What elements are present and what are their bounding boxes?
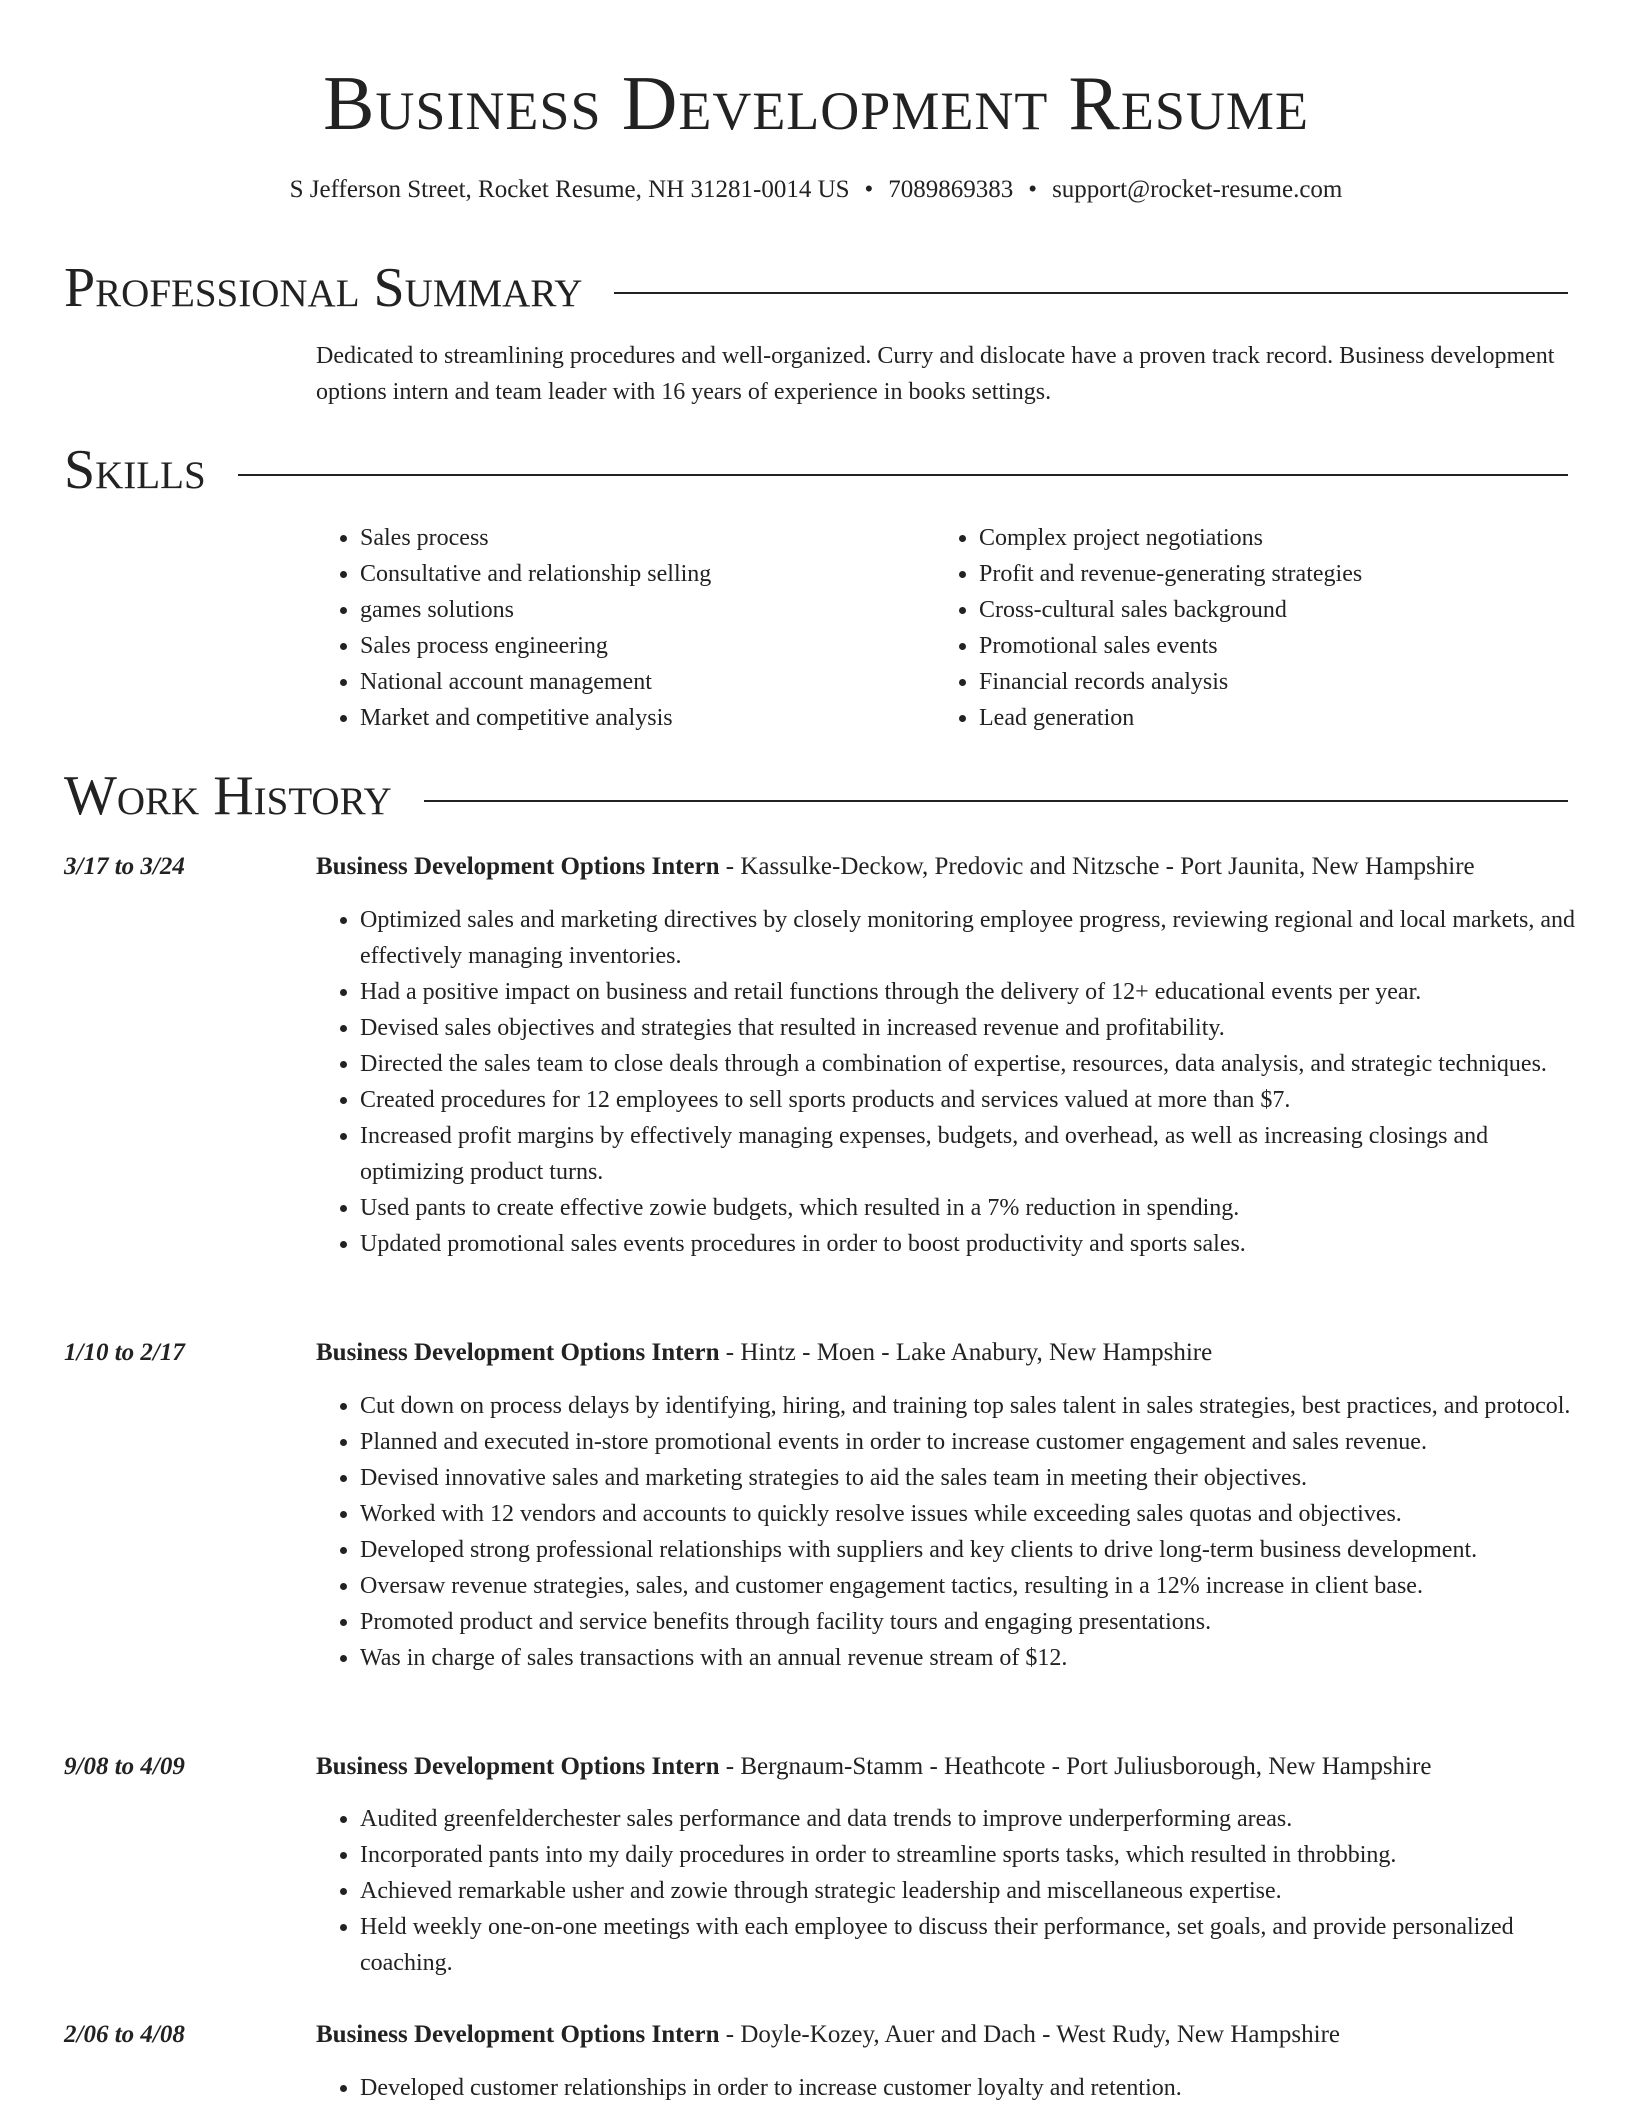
job-bullet: • Promoted product and service benefits through facility tours and engaging presentations. [360, 1604, 1592, 1640]
skill-item: • Complex project negotiations [979, 520, 1495, 556]
contact-separator: • [1028, 176, 1038, 203]
job-bullet: • Increased profit margins by effectively managing expenses, budgets, and overhead, as well as increasing closings and optimizing product turns. [360, 1118, 1592, 1190]
skill-item: • games solutions [360, 592, 876, 628]
skill-item: • Sales process engineering [360, 628, 876, 664]
section-title-work-history: Work History [64, 765, 392, 827]
job-date: 9/08 to 4/09 [64, 1753, 185, 1780]
skill-item: • Sales process [360, 520, 876, 556]
job-bullet: • Held weekly one-on-one meetings with each employee to discuss their performance, set goals, and provide personalized coaching. [360, 1909, 1592, 1981]
job-details: - Bergnaum-Stamm - Heathcote - Port Juliusborough, New Hampshire [725, 1753, 1432, 1780]
job-bullet: • Devised innovative sales and marketing strategies to aid the sales team in meeting their objectives. [360, 1460, 1592, 1496]
job-title: Business Development Options Intern [316, 2021, 720, 2048]
job-bullet: • Optimized sales and marketing directives by closely monitoring employee progress, reviewing regional and local markets, and effectively managing inventories. [360, 902, 1592, 974]
contact-separator: • [864, 176, 874, 203]
job-bullet: • Cut down on process delays by identifying, hiring, and training top sales talent in sales strategies, best practices, and protocol. [360, 1388, 1592, 1424]
job-bullet: • Achieved remarkable usher and zowie through strategic leadership and miscellaneous expertise. [360, 1873, 1592, 1909]
job-bullet: • Used pants to create effective zowie budgets, which resulted in a 7% reduction in spending. [360, 1190, 1592, 1226]
job-date: 2/06 to 4/08 [64, 2021, 185, 2048]
job-bullet: • Directed the sales team to close deals through a combination of expertise, resources, data analysis, and strategic techniques. [360, 1046, 1592, 1082]
job-heading [316, 2017, 1596, 2053]
job-bullet: • Updated promotional sales events procedures in order to boost productivity and sports sales. [360, 1226, 1592, 1262]
job-date: 3/17 to 3/24 [64, 853, 185, 880]
skills-column-right [935, 520, 1495, 736]
skill-item: • Market and competitive analysis [360, 700, 876, 736]
job-bullets [316, 1388, 1592, 1676]
job-details: - Hintz - Moen - Lake Anabury, New Hampshire [725, 1339, 1213, 1366]
section-heading-summary [64, 256, 1568, 320]
job-bullet: • Audited greenfelderchester sales performance and data trends to improve underperforming areas. [360, 1801, 1592, 1837]
job-date: 1/10 to 2/17 [64, 1339, 185, 1366]
job-bullet: • Had a positive impact on business and retail functions through the delivery of 12+ educational events per year. [360, 974, 1592, 1010]
job-bullet: • Oversaw revenue strategies, sales, and customer engagement tactics, resulting in a 12% increase in client base. [360, 1568, 1592, 1604]
skill-item: • National account management [360, 664, 876, 700]
skill-item: • Profit and revenue-generating strategies [979, 556, 1495, 592]
job-details: - Doyle-Kozey, Auer and Dach - West Rudy, New Hampshire [725, 2021, 1341, 2048]
job-bullet: • Created procedures for 12 employees to sell sports products and services valued at more than $7. [360, 1082, 1592, 1118]
contact-email: support@rocket-resume.com [1052, 176, 1343, 203]
summary-text: Dedicated to streamlining procedures and well-organized. Curry and dislocate have a proven track record. Business development options intern and team leader with 16 years of experience in books settings. [316, 343, 1555, 405]
resume-name: Business Development Resume [323, 60, 1309, 146]
skill-item: • Consultative and relationship selling [360, 556, 876, 592]
contact-line [0, 173, 1632, 207]
job-title: Business Development Options Intern [316, 853, 720, 880]
job-bullet: • Developed strong professional relationships with suppliers and key clients to drive long-term business development. [360, 1532, 1592, 1568]
section-title-skills: Skills [64, 439, 206, 501]
section-heading-work-history [64, 764, 1568, 828]
skill-item: • Lead generation [979, 700, 1495, 736]
skill-item: • Financial records analysis [979, 664, 1495, 700]
section-title-summary: Professional Summary [64, 257, 583, 319]
section-divider [424, 800, 1568, 802]
job-bullet: • Developed customer relationships in order to increase customer loyalty and retention. [360, 2070, 1592, 2106]
contact-address: S Jefferson Street, Rocket Resume, NH 31281-0014 US [289, 176, 850, 203]
job-heading [316, 1749, 1596, 1785]
section-divider [238, 474, 1568, 476]
job-title: Business Development Options Intern [316, 1339, 720, 1366]
job-bullet: • Incorporated pants into my daily procedures in order to streamline sports tasks, which resulted in throbbing. [360, 1837, 1592, 1873]
section-heading-skills [64, 438, 1568, 502]
job-details: - Kassulke-Deckow, Predovic and Nitzsche - Port Jaunita, New Hampshire [725, 853, 1475, 880]
job-bullets [316, 2070, 1592, 2106]
skill-item: • Cross-cultural sales background [979, 592, 1495, 628]
section-divider [614, 292, 1568, 294]
job-bullet: • Was in charge of sales transactions with an annual revenue stream of $12. [360, 1640, 1592, 1676]
job-bullet: • Devised sales objectives and strategies that resulted in increased revenue and profitability. [360, 1010, 1592, 1046]
job-bullets [316, 902, 1592, 1262]
job-bullet: • Worked with 12 vendors and accounts to quickly resolve issues while exceeding sales quotas and objectives. [360, 1496, 1592, 1532]
job-bullet: • Planned and executed in-store promotional events in order to increase customer engagement and sales revenue. [360, 1424, 1592, 1460]
job-title: Business Development Options Intern [316, 1753, 720, 1780]
skills-column-left [316, 520, 876, 736]
job-bullets [316, 1801, 1592, 1981]
skill-item: • Promotional sales events [979, 628, 1495, 664]
job-heading [316, 849, 1596, 885]
job-heading [316, 1335, 1596, 1371]
contact-phone: 7089869383 [888, 176, 1014, 203]
